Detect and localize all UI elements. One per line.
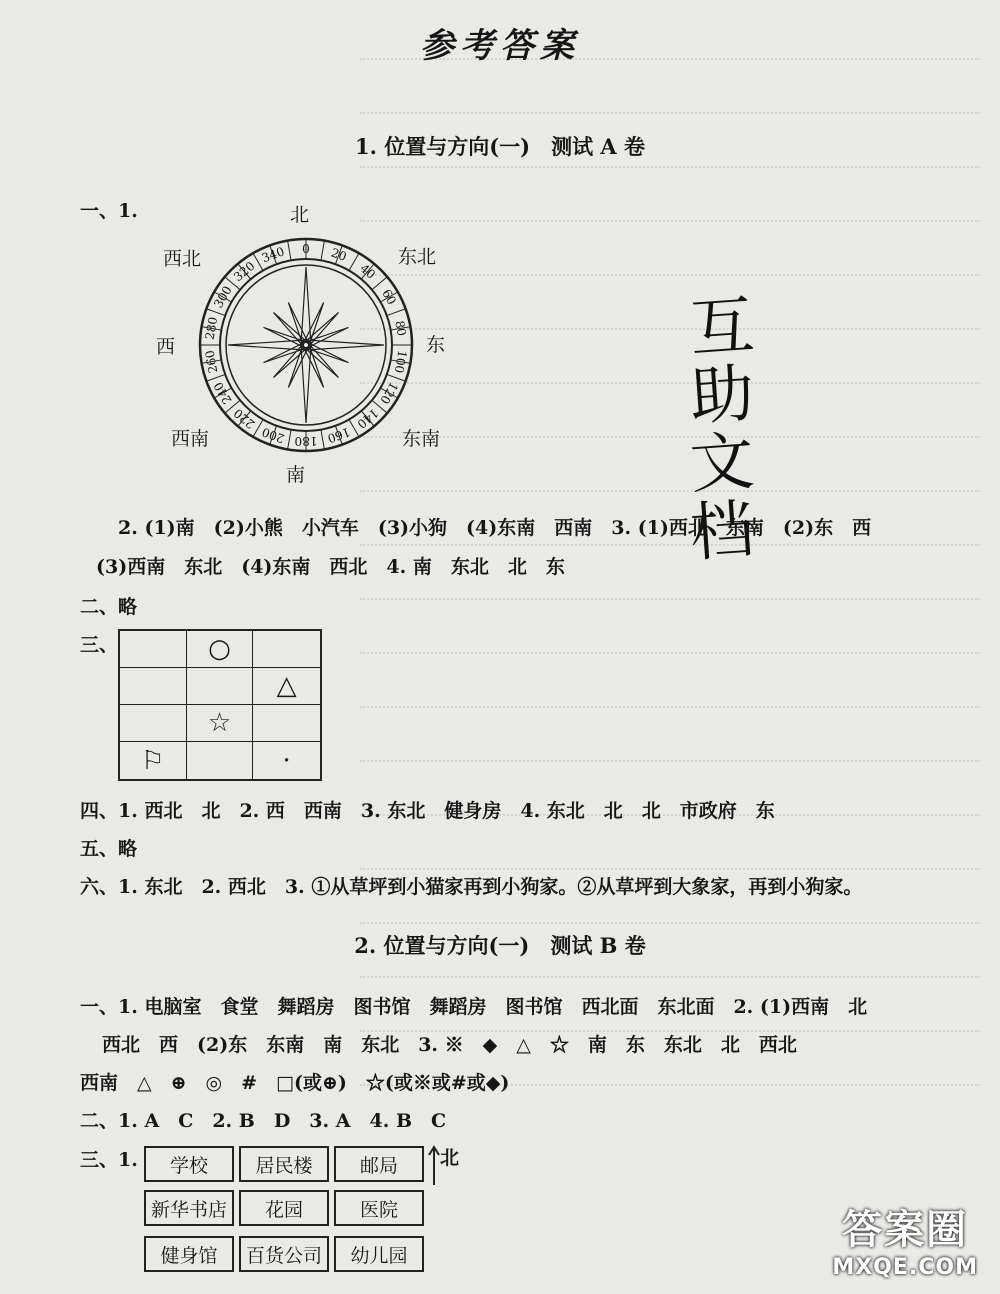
answer-line: 西南 △ ⊕ ◎ # □(或⊕) ☆(或※或#或◆) <box>80 1072 510 1094</box>
compass-star-point <box>303 339 323 387</box>
compass-tick <box>288 241 291 261</box>
watermark-brand: 答案圈 <box>842 1207 969 1253</box>
answer-line: 四、1. 西北 北 2. 西 西南 3. 东北 健身房 4. 东北 北 北 市政府 东 <box>80 800 775 822</box>
grid-cell: ☆ <box>187 705 254 742</box>
map-box: 学校 <box>144 1146 234 1182</box>
north-arrow <box>428 1145 460 1189</box>
grid-cell <box>253 705 320 742</box>
map-box: 医院 <box>334 1190 424 1226</box>
answer-line: 2. (1)南 (2)小熊 小汽车 (3)小狗 (4)东南 西南 3. (1)西北 东南 (2)东 西 <box>118 517 872 539</box>
section-heading-b: 2. 位置与方向(一) 测试 B 卷 <box>354 933 646 958</box>
compass-tick <box>288 430 291 450</box>
symbol-grid <box>118 629 322 781</box>
compass-degree-label: 200 <box>260 424 287 446</box>
compass-star-point <box>288 339 308 387</box>
answer-line: 一、1. 电脑室 食堂 舞蹈房 图书馆 舞蹈房 图书馆 西北面 东北面 2. (1)西南 北 <box>80 996 868 1018</box>
map-box: 邮局 <box>334 1146 424 1182</box>
compass-inner-ring <box>226 265 386 425</box>
compass-degree-label: 80 <box>392 319 409 338</box>
section-heading-a: 1. 位置与方向(一) 测试 A 卷 <box>354 134 646 159</box>
north-arrow-label: 北 <box>440 1147 460 1169</box>
compass-star-point <box>302 312 339 349</box>
map-box: 百货公司 <box>239 1236 329 1272</box>
compass-star-point <box>264 327 312 347</box>
answer-line: 二、1. A C 2. B D 3. A 4. B C <box>80 1110 447 1132</box>
compass-diagram <box>196 230 416 460</box>
compass-degree-label: 280 <box>202 315 221 341</box>
compass-degree-label: 240 <box>211 379 235 407</box>
compass-degree-label: 20 <box>329 245 349 264</box>
compass-star-point <box>288 303 308 351</box>
question-label: 三、 <box>80 634 119 656</box>
compass-degree-label: 220 <box>231 405 258 432</box>
compass-southeast-label: 东南 <box>402 428 441 450</box>
compass-degree-label: 300 <box>211 283 235 311</box>
compass-tick <box>349 253 359 270</box>
page-title: 参考答案 <box>420 26 580 66</box>
compass-star-point <box>273 341 310 378</box>
map-box: 花园 <box>239 1190 329 1226</box>
compass-degree-label: 160 <box>325 424 352 446</box>
north-arrow-icon <box>428 1145 440 1185</box>
compass-west-label: 西 <box>156 336 176 358</box>
compass-degree-label: 40 <box>357 261 379 282</box>
watermark <box>832 1198 978 1280</box>
answer-line: (3)西南 东北 (4)东南 西北 4. 南 东北 北 东 <box>96 556 565 578</box>
compass-degree-label: 340 <box>260 244 287 266</box>
compass-northwest-label: 西北 <box>163 248 202 270</box>
grid-cell <box>187 668 254 705</box>
compass-degree-label: 60 <box>379 286 400 308</box>
grid-cell <box>187 742 254 779</box>
compass-degree-label: 320 <box>231 258 258 285</box>
compass-degree-label: 0 <box>302 242 310 256</box>
compass-southwest-label: 西南 <box>171 428 210 450</box>
map-box: 幼儿园 <box>334 1236 424 1272</box>
compass-east-label: 东 <box>426 334 446 356</box>
grid-cell <box>120 705 187 742</box>
compass-degree-label: 120 <box>377 379 401 407</box>
compass-mid-ring <box>220 259 392 431</box>
grid-cell: △ <box>253 668 320 705</box>
compass-tick <box>321 241 324 261</box>
map-box: 新华书店 <box>144 1190 234 1226</box>
compass-degree-label: 180 <box>294 434 318 448</box>
grid-cell <box>120 668 187 705</box>
map-box: 健身馆 <box>144 1236 234 1272</box>
compass-degree-label: 100 <box>391 349 410 375</box>
compass-tick <box>321 430 324 450</box>
answer-line: 西北 西 (2)东 东南 南 东北 3. ※ ◆ △ ☆ 南 东 东北 北 西北 <box>102 1034 797 1056</box>
compass-star-point <box>303 303 323 351</box>
answer-line: 六、1. 东北 2. 西北 3. ①从草坪到小猫家再到小狗家。②从草坪到大象家，再到小狗家。 <box>80 876 863 898</box>
answer-line: 二、略 <box>80 596 138 618</box>
map-box: 居民楼 <box>239 1146 329 1182</box>
watermark-url: MXQE.COM <box>832 1255 978 1280</box>
compass-northeast-label: 东北 <box>398 246 437 268</box>
compass-star-point <box>300 342 348 362</box>
grid-cell <box>253 631 320 668</box>
compass-degree-label: 140 <box>354 405 381 432</box>
compass-tick <box>387 309 406 316</box>
compass-star-point <box>264 342 312 362</box>
grid-cell: ⚐ <box>120 742 187 779</box>
question-label: 一、1. <box>80 200 138 222</box>
compass-star-point <box>302 341 339 378</box>
compass-north-label: 北 <box>290 204 310 226</box>
answer-line: 五、略 <box>80 838 138 860</box>
compass-star-point <box>300 327 348 347</box>
handwritten-note: 互 助 文 档 <box>687 288 757 572</box>
question-label: 三、1. <box>80 1149 138 1171</box>
compass-south-label: 南 <box>286 464 306 486</box>
grid-cell: · <box>282 745 291 776</box>
compass-star-point <box>273 312 310 349</box>
grid-cell: ○ <box>187 631 254 668</box>
compass-tick <box>372 277 387 290</box>
grid-cell <box>120 631 187 668</box>
compass-degree-label: 260 <box>202 349 221 375</box>
